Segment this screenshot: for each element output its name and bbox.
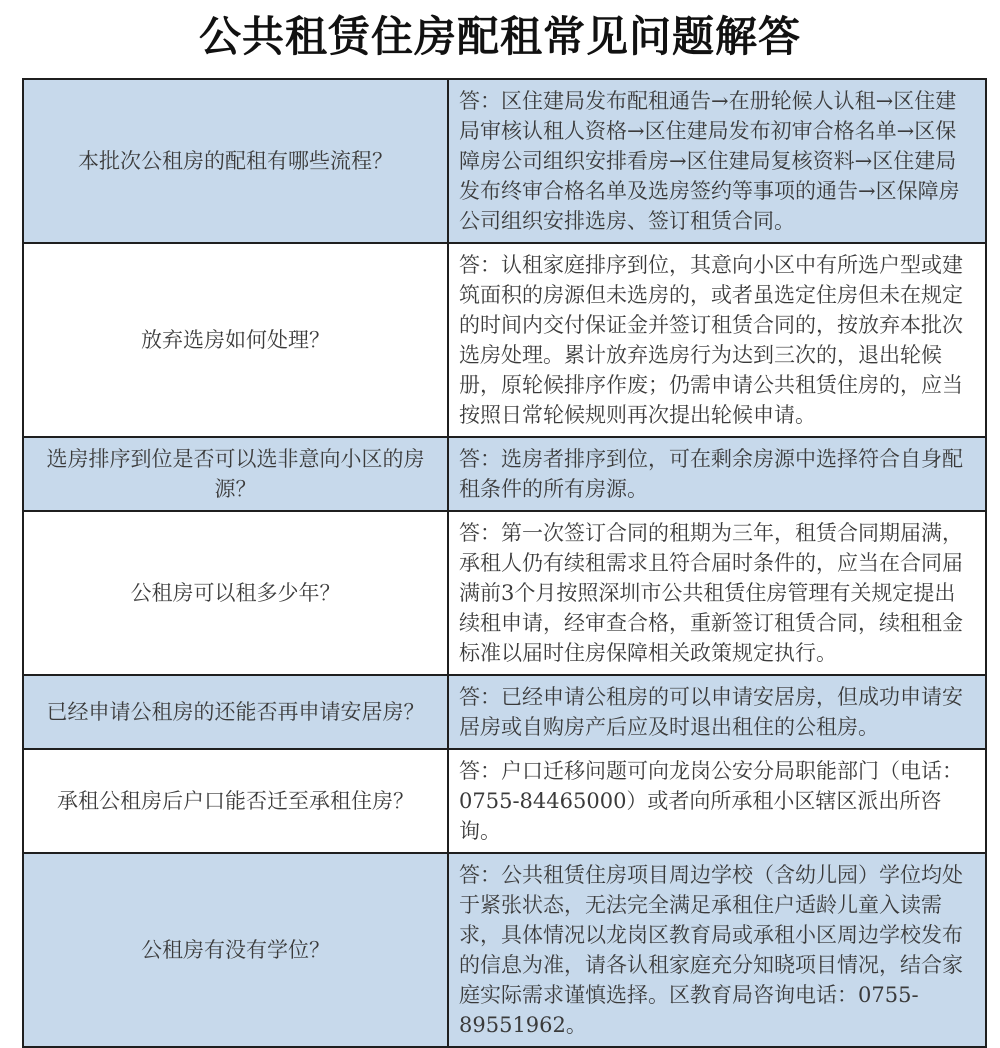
answer-cell: 答：已经申请公租房的可以申请安居房，但成功申请安居房或自购房产后应及时退出租住的公租房。 bbox=[448, 675, 986, 749]
question-cell: 放弃选房如何处理？ bbox=[23, 243, 448, 437]
answer-cell: 答：第一次签订合同的租期为三年，租赁合同期届满，承租人仍有续租需求且符合届时条件的，应当在合同届满前3个月按照深圳市公共租赁住房管理有关规定提出续租申请，经审查合格，重新签订租赁合同，续租租金标准以届时住房保障相关政策规定执行。 bbox=[448, 511, 986, 675]
question-cell: 已经申请公租房的还能否再申请安居房？ bbox=[23, 675, 448, 749]
question-cell: 承租公租房后户口能否迁至承租住房？ bbox=[23, 749, 448, 853]
table-row bbox=[23, 243, 986, 437]
answer-cell: 答：认租家庭排序到位，其意向小区中有所选户型或建筑面积的房源但未选房的，或者虽选定住房但未在规定的时间内交付保证金并签订租赁合同的，按放弃本批次选房处理。累计放弃选房行为达到三次的，退出轮候册，原轮候排序作废；仍需申请公共租赁住房的，应当按照日常轮候规则再次提出轮候申请。 bbox=[448, 243, 986, 437]
table-row bbox=[23, 675, 986, 749]
table-row bbox=[23, 511, 986, 675]
answer-cell: 答：公共租赁住房项目周边学校（含幼儿园）学位均处于紧张状态，无法完全满足承租住户适龄儿童入读需求，具体情况以龙岗区教育局或承租小区周边学校发布的信息为准，请各认租家庭充分知晓项目情况，结合家庭实际需求谨慎选择。区教育局咨询电话：0755-89551962。 bbox=[448, 853, 986, 1047]
table-row bbox=[23, 853, 986, 1047]
table-row bbox=[23, 749, 986, 853]
table-row bbox=[23, 79, 986, 243]
question-cell: 公租房有没有学位？ bbox=[23, 853, 448, 1047]
faq-table bbox=[22, 78, 987, 1048]
question-cell: 公租房可以租多少年？ bbox=[23, 511, 448, 675]
page-title: 公共租赁住房配租常见问题解答 bbox=[198, 12, 801, 61]
answer-cell: 答：选房者排序到位，可在剩余房源中选择符合自身配租条件的所有房源。 bbox=[448, 437, 986, 511]
question-cell: 选房排序到位是否可以选非意向小区的房源？ bbox=[23, 437, 448, 511]
answer-cell: 答：区住建局发布配租通告→在册轮候人认租→区住建局审核认租人资格→区住建局发布初审合格名单→区保障房公司组织安排看房→区住建局复核资料→区住建局发布终审合格名单及选房签约等事项的通告→区保障房公司组织安排选房、签订租赁合同。 bbox=[448, 79, 986, 243]
table-row bbox=[23, 437, 986, 511]
answer-cell: 答：户口迁移问题可向龙岗公安分局职能部门（电话：0755-84465000）或者向所承租小区辖区派出所咨询。 bbox=[448, 749, 986, 853]
question-cell: 本批次公租房的配租有哪些流程？ bbox=[23, 79, 448, 243]
